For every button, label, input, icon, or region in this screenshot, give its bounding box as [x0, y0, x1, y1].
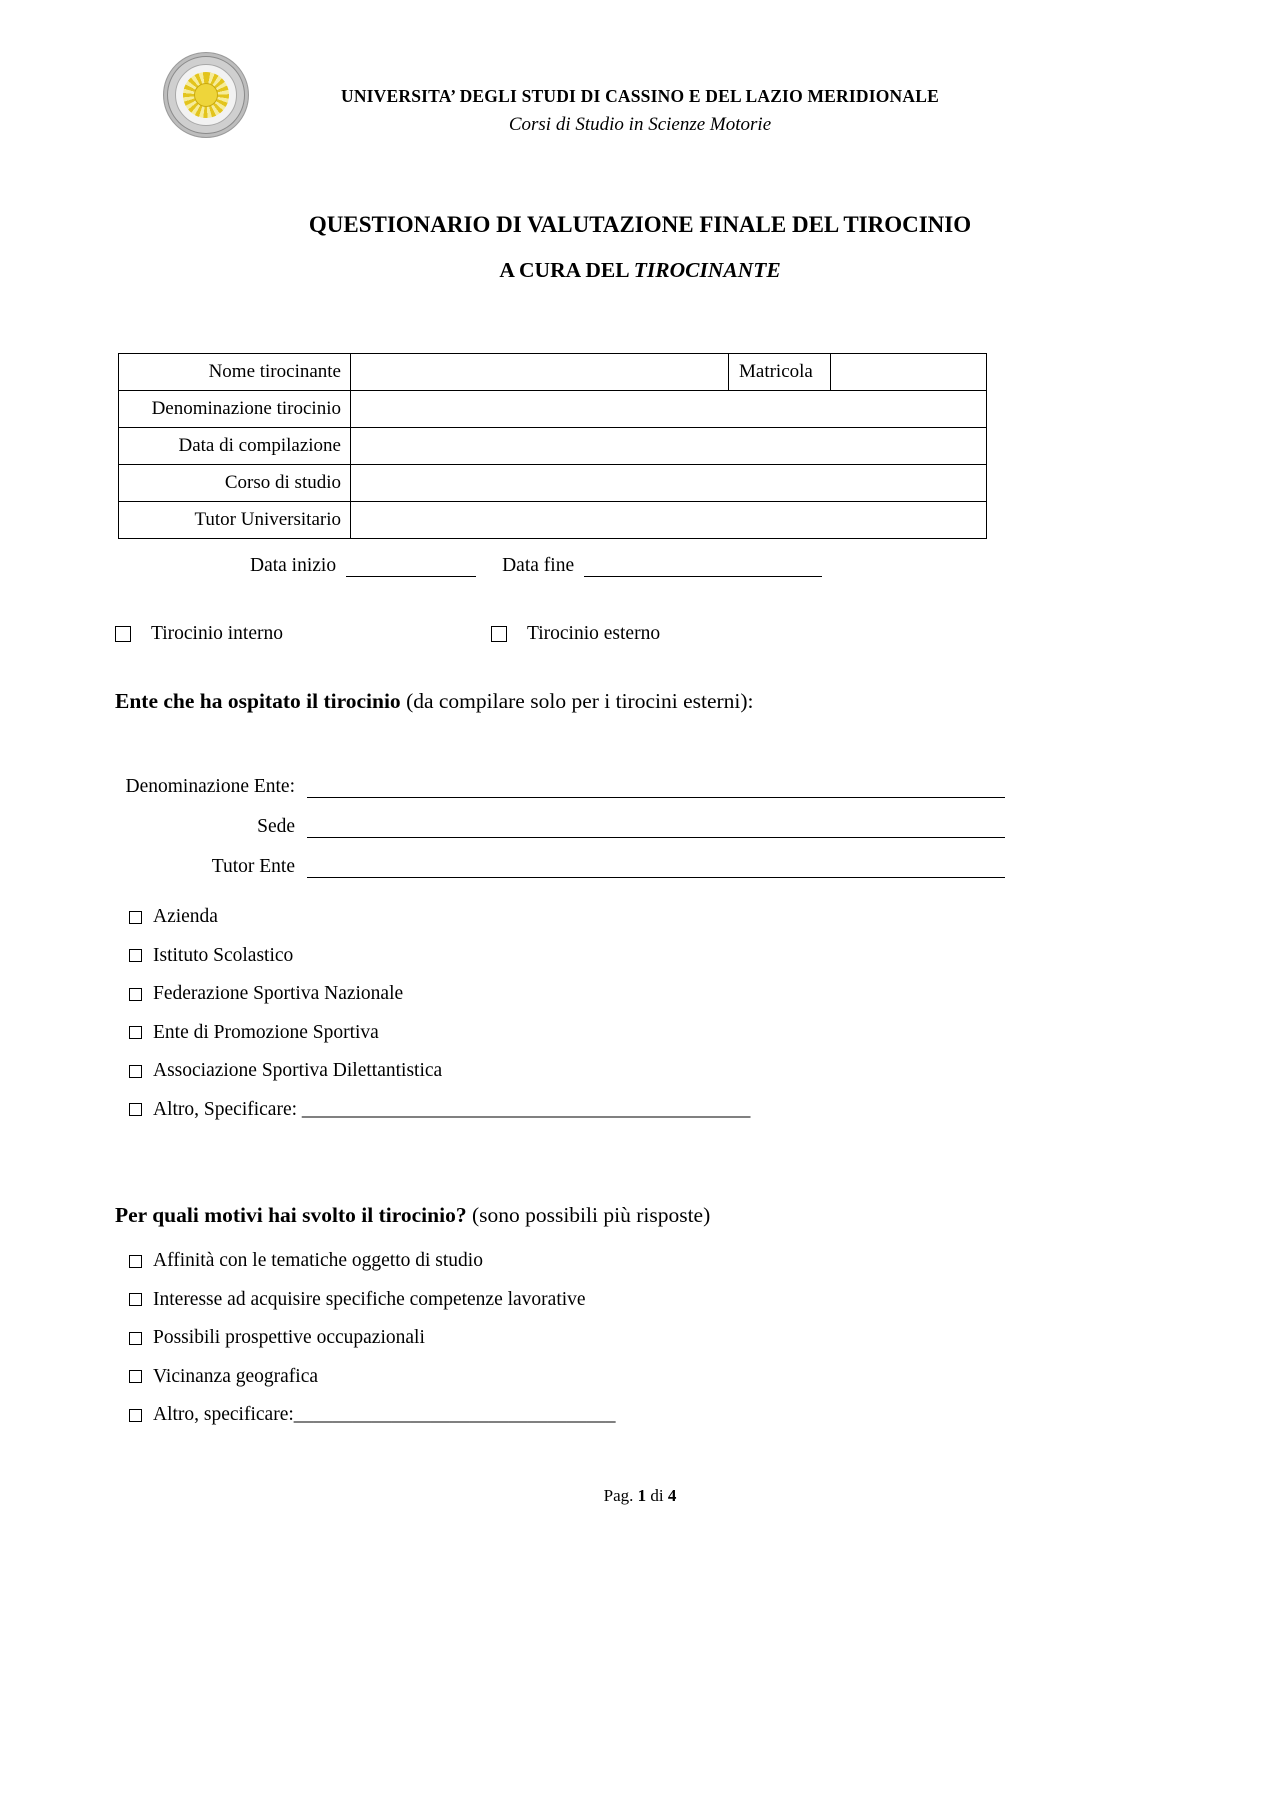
option-host-altro[interactable] [129, 1091, 1165, 1130]
prospettive-occupazionali-checkbox[interactable] [129, 1332, 142, 1345]
option-istituto-scolastico[interactable] [129, 937, 1165, 976]
host-type-options [129, 898, 1165, 1129]
table-row [119, 465, 987, 502]
affinita-label: Affinità con le tematiche oggetto di studio [153, 1250, 483, 1272]
dates-line [250, 555, 1165, 577]
tutor-ente-field[interactable] [307, 852, 1005, 878]
reasons-altro-label: Altro, specificare: [153, 1404, 294, 1426]
document-header [0, 0, 1280, 136]
table-row [119, 428, 987, 465]
prospettive-occupazionali-label: Possibili prospettive occupazionali [153, 1327, 425, 1349]
option-federazione-sportiva[interactable] [129, 975, 1165, 1014]
questionnaire-subtitle [115, 258, 1165, 283]
option-interesse-competenze[interactable] [129, 1281, 1165, 1320]
host-section-heading [115, 689, 1165, 714]
field-row-tutor-ente [115, 838, 1005, 878]
page-footer [0, 1486, 1280, 1506]
field-row-denominazione-ente [115, 758, 1005, 798]
option-vicinanza-geografica[interactable] [129, 1358, 1165, 1397]
corso-di-studio-field[interactable] [351, 465, 987, 502]
tirocinio-esterno-checkbox[interactable] [491, 626, 507, 642]
associazione-sportiva-checkbox[interactable] [129, 1065, 142, 1078]
questionnaire-title: QUESTIONARIO DI VALUTAZIONE FINALE DEL TIROCINIO [308, 212, 972, 237]
subtitle-prefix: A CURA DEL [499, 258, 634, 282]
tutor-universitario-field[interactable] [351, 502, 987, 539]
reasons-heading-bold: Per quali motivi hai svolto il tirocinio? [115, 1203, 467, 1227]
vicinanza-geografica-label: Vicinanza geografica [153, 1365, 319, 1387]
row-label-denominazione-tirocinio: Denominazione tirocinio [119, 391, 351, 428]
azienda-label: Azienda [153, 906, 218, 928]
row-label-nome-tirocinante: Nome tirocinante [119, 354, 351, 391]
ente-promozione-checkbox[interactable] [129, 1026, 142, 1039]
option-ente-promozione[interactable] [129, 1014, 1165, 1053]
reasons-heading-rest: (sono possibili più risposte) [466, 1203, 711, 1227]
data-inizio-field[interactable] [346, 555, 476, 577]
row-label-tutor-universitario: Tutor Universitario [119, 502, 351, 539]
sede-field[interactable] [307, 812, 1005, 838]
option-prospettive-occupazionali[interactable] [129, 1319, 1165, 1358]
istituto-scolastico-label: Istituto Scolastico [153, 944, 294, 966]
interesse-competenze-checkbox[interactable] [129, 1293, 142, 1306]
sun-core [194, 83, 218, 107]
denominazione-ente-field[interactable] [307, 772, 1005, 798]
reasons-section [115, 1203, 1165, 1435]
ente-promozione-label: Ente di Promozione Sportiva [153, 1021, 379, 1043]
tirocinio-interno-label: Tirocinio interno [151, 623, 283, 644]
istituto-scolastico-checkbox[interactable] [129, 949, 142, 962]
trainee-info-table [118, 353, 987, 539]
tutor-ente-label: Tutor Ente [211, 856, 295, 877]
associazione-sportiva-label: Associazione Sportiva Dilettantistica [153, 1060, 443, 1082]
tirocinio-interno-checkbox[interactable] [115, 626, 131, 642]
reasons-altro-checkbox[interactable] [129, 1409, 142, 1422]
sun-emblem-icon [183, 72, 229, 118]
option-affinita[interactable] [129, 1242, 1165, 1281]
data-fine-field[interactable] [584, 555, 822, 577]
tirocinio-interno-option[interactable] [115, 623, 283, 645]
option-associazione-sportiva[interactable] [129, 1052, 1165, 1091]
data-compilazione-field[interactable] [351, 428, 987, 465]
table-row [119, 502, 987, 539]
row-label-matricola: Matricola [729, 354, 831, 391]
federazione-sportiva-checkbox[interactable] [129, 988, 142, 1001]
table-row [119, 391, 987, 428]
footer-prefix: Pag. [603, 1486, 638, 1505]
tirocinio-esterno-option[interactable] [491, 623, 660, 645]
host-fields [115, 758, 1005, 878]
option-azienda[interactable] [129, 898, 1165, 937]
row-label-data-compilazione: Data di compilazione [119, 428, 351, 465]
sede-label: Sede [257, 816, 295, 837]
footer-middle: di [646, 1486, 668, 1505]
row-label-corso-di-studio: Corso di studio [119, 465, 351, 502]
reasons-options [129, 1242, 1165, 1435]
denominazione-ente-label: Denominazione Ente: [125, 776, 295, 797]
reasons-altro-field[interactable]: _________________________________ [293, 1404, 616, 1426]
table-row [119, 354, 987, 391]
data-fine-label: Data fine [502, 555, 575, 576]
data-inizio-label: Data inizio [250, 555, 337, 576]
host-altro-label: Altro, Specificare: [153, 1098, 298, 1120]
university-name: UNIVERSITA’ DEGLI STUDI DI CASSINO E DEL LAZIO MERIDIONALE [341, 86, 939, 106]
subtitle-emphasis: TIROCINANTE [633, 258, 781, 282]
tirocinio-type-row [115, 623, 1165, 645]
footer-total-pages: 4 [667, 1486, 677, 1505]
option-reasons-altro[interactable] [129, 1396, 1165, 1435]
host-altro-field[interactable]: ______________________________________________ [297, 1098, 751, 1120]
field-row-sede [115, 798, 1005, 838]
footer-page-number: 1 [637, 1486, 647, 1505]
interesse-competenze-label: Interesse ad acquisire specifiche competenze lavorative [153, 1288, 586, 1310]
federazione-sportiva-label: Federazione Sportiva Nazionale [153, 983, 404, 1005]
matricola-field[interactable] [831, 354, 987, 391]
reasons-section-heading [115, 1203, 1165, 1228]
host-heading-rest: (da compilare solo per i tirocini esterni): [400, 689, 754, 713]
nome-tirocinante-field[interactable] [351, 354, 729, 391]
department-name: Corsi di Studio in Scienze Motorie [508, 114, 772, 135]
tirocinio-esterno-label: Tirocinio esterno [527, 623, 661, 644]
azienda-checkbox[interactable] [129, 911, 142, 924]
host-altro-checkbox[interactable] [129, 1103, 142, 1116]
denominazione-tirocinio-field[interactable] [351, 391, 987, 428]
host-heading-bold: Ente che ha ospitato il tirocinio [115, 689, 401, 713]
vicinanza-geografica-checkbox[interactable] [129, 1370, 142, 1383]
affinita-checkbox[interactable] [129, 1255, 142, 1268]
university-seal-logo [163, 52, 249, 138]
seal-inner-ring [175, 64, 237, 126]
